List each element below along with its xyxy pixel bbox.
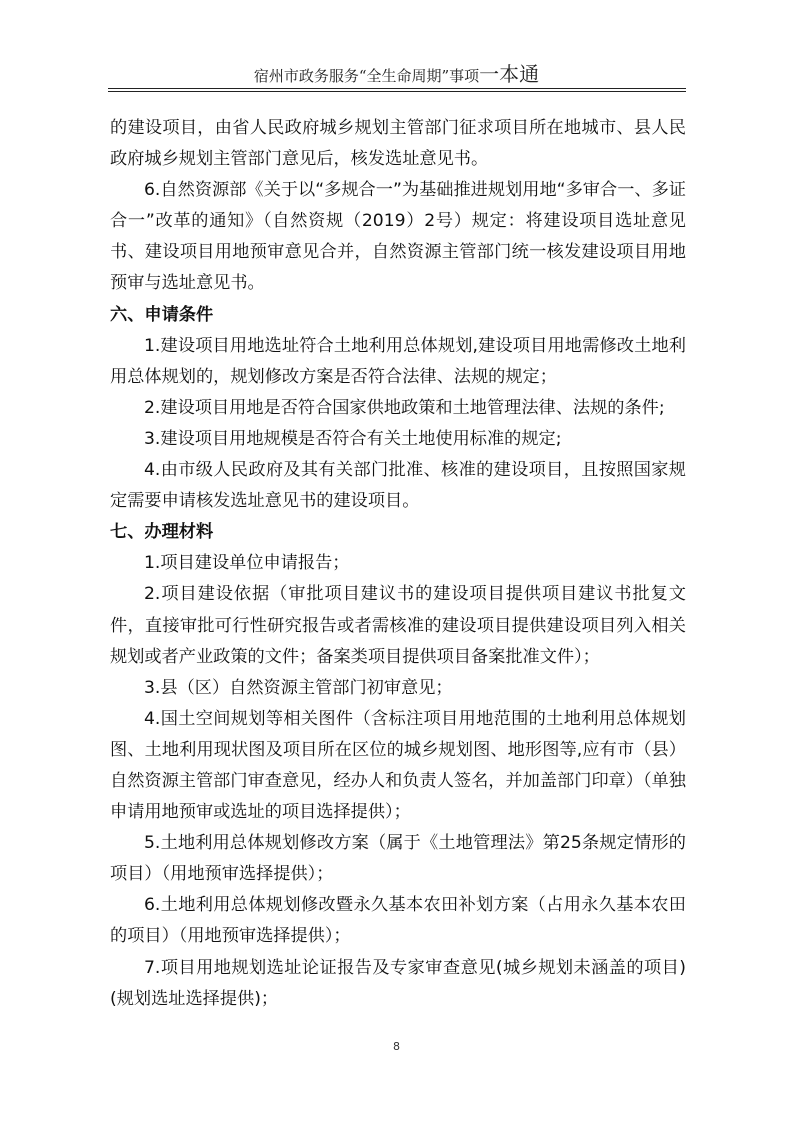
header-rule-top [108, 88, 686, 89]
condition-item-3: 3.建设项目用地规模是否符合有关土地使用标准的规定; [144, 428, 562, 449]
page-header [0, 58, 793, 87]
condition-item-4: 4.由市级人民政府及其有关部门批准、核准的建设项目，且按照国家规定需要申请核发选址意见书的建设项目。 [110, 460, 686, 512]
material-item-2: 2.项目建设依据（审批项目建议书的建设项目提供项目建议书批复文件，直接审批可行性研究报告或者需核准的建设项目提供建设项目列入相关规划或者产业政策的文件；备案类项目提供项目备案批准文件）； [110, 584, 686, 667]
material-item-5: 5.土地利用总体规划修改方案（属于《土地管理法》第25条规定情形的项目）（用地预审选择提供）； [110, 833, 686, 885]
header-title-big: 一本通 [479, 62, 540, 86]
document-body [110, 113, 686, 1015]
material-item-3: 3.县（区）自然资源主管部门初审意见； [144, 677, 453, 698]
material-item-4: 4.国土空间规划等相关图件（含标注项目用地范围的土地利用总体规划图、土地利用现状图及项目所在区位的城乡规划图、地形图等,应有市（县）自然资源主管部门审查意见，经办人和负责人签名，并加盖部门印章）（单独申请用地预审或选址的项目选择提供）； [110, 708, 686, 823]
material-item-7: 7.项目用地规划选址论证报告及专家审查意见(城乡规划未涵盖的项目)(规划选址选择提供)； [110, 957, 686, 1009]
material-item-6: 6.土地利用总体规划修改暨永久基本农田补划方案（占用永久基本农田的项目）（用地预审选择提供）； [110, 895, 686, 947]
material-item-1: 1.项目建设单位申请报告； [144, 553, 350, 574]
paragraph-continuation: 的建设项目，由省人民政府城乡规划主管部门征求项目所在地城市、县人民政府城乡规划主管部门意见后，核发选址意见书。 [110, 118, 686, 170]
header-rule-bottom [108, 91, 686, 92]
section-heading-application-conditions: 六、申请条件 [110, 304, 214, 325]
page-number: 8 [393, 1040, 400, 1053]
condition-item-2: 2.建设项目用地是否符合国家供地政策和土地管理法律、法规的条件; [144, 397, 665, 418]
paragraph-regulation-6: 6.自然资源部《关于以“多规合一”为基础推进规划用地“多审合一、多证合一”改革的通知》（自然资规（2019）2号）规定：将建设项目选址意见书、建设项目用地预审意见合并，自然资源主管部门统一核发建设项目用地预审与选址意见书。 [110, 180, 686, 294]
header-title: 宿州市政务服务“全生命周期”事项 [253, 67, 480, 85]
section-heading-materials: 七、办理材料 [110, 522, 214, 543]
condition-item-1: 1.建设项目用地选址符合土地利用总体规划,建设项目用地需修改土地利用总体规划的，规划修改方案是否符合法律、法规的规定； [110, 335, 686, 387]
